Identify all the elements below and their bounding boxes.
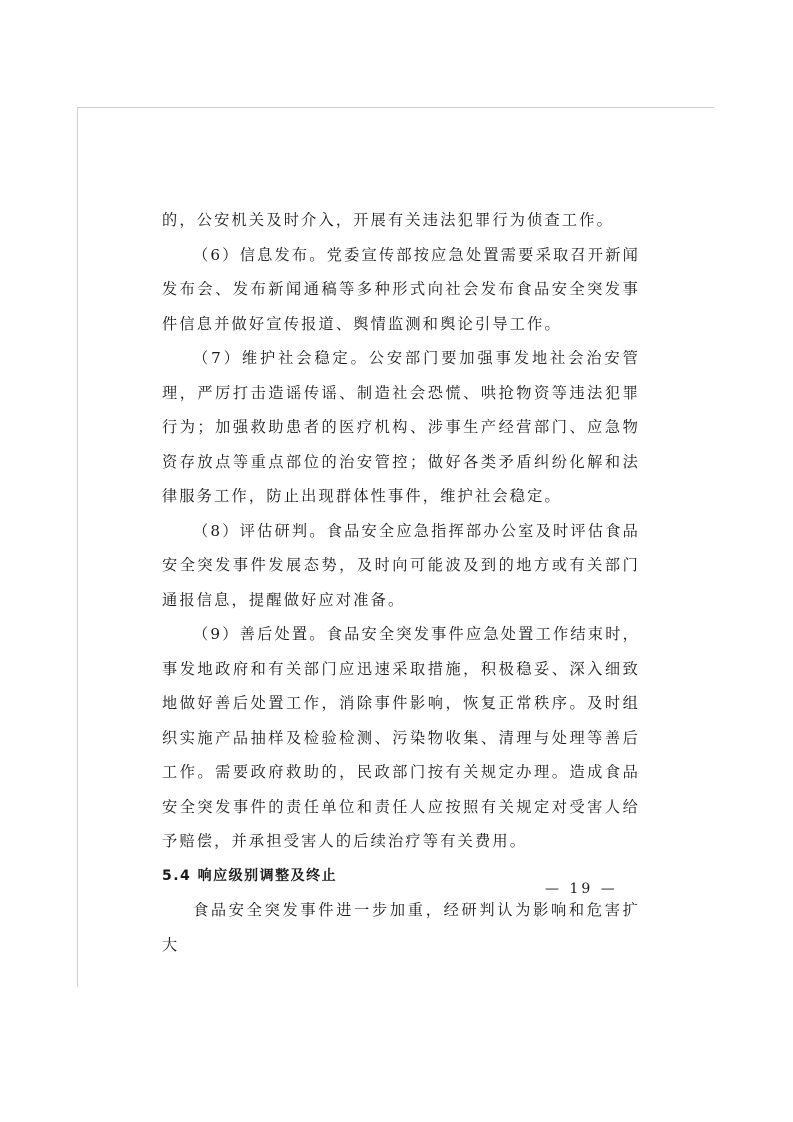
paragraph-aftermath: （9）善后处置。食品安全突发事件应急处置工作结束时，事发地政府和有关部门应迅速采取措施，积极稳妥、深入细致地做好善后处置工作，消除事件影响，恢复正常秩序。及时组织实施产品抽样及检验检测、污染物收集、清理与处理等善后工作。需要政府救助的，民政部门按有关规定办理。造成食品安全突发事件的责任单位和责任人应按照有关规定对受害人给予赔偿，并承担受害人的后续治疗等有关费用。 <box>162 625 640 850</box>
paragraph-response-adjustment: 食品安全突发事件进一步加重，经研判认为影响和危害扩大 <box>162 901 640 954</box>
page-frame-top-line <box>77 107 714 108</box>
paragraph-assessment: （8）评估研判。食品安全应急指挥部办公室及时评估食品安全突发事件发展态势，及时向可能波及到的地方或有关部门通报信息，提醒做好应对准备。 <box>162 521 640 609</box>
paragraph-continuation: 的，公安机关及时介入，开展有关违法犯罪行为侦查工作。 <box>162 211 615 229</box>
section-heading: 5.4 响应级别调整及终止 <box>162 867 338 884</box>
paragraph-social-stability: （7）维护社会稳定。公安部门要加强事发地社会治安管理，严厉打击造谣传谣、制造社会恐慌、哄抢物资等违法犯罪行为；加强救助患者的医疗机构、涉事生产经营部门、应急物资存放点等重点部位的治安管控；做好各类矛盾纠纷化解和法律服务工作，防止出现群体性事件，维护社会稳定。 <box>162 349 640 505</box>
paragraph-information-release: （6）信息发布。党委宣传部按应急处置需要采取召开新闻发布会、发布新闻通稿等多种形式向社会发布食品安全突发事件信息并做好宣传报道、舆情监测和舆论引导工作。 <box>162 245 640 333</box>
page-frame-left-line <box>77 107 78 987</box>
document-body <box>162 203 640 962</box>
page-number: — 19 — <box>545 881 618 897</box>
